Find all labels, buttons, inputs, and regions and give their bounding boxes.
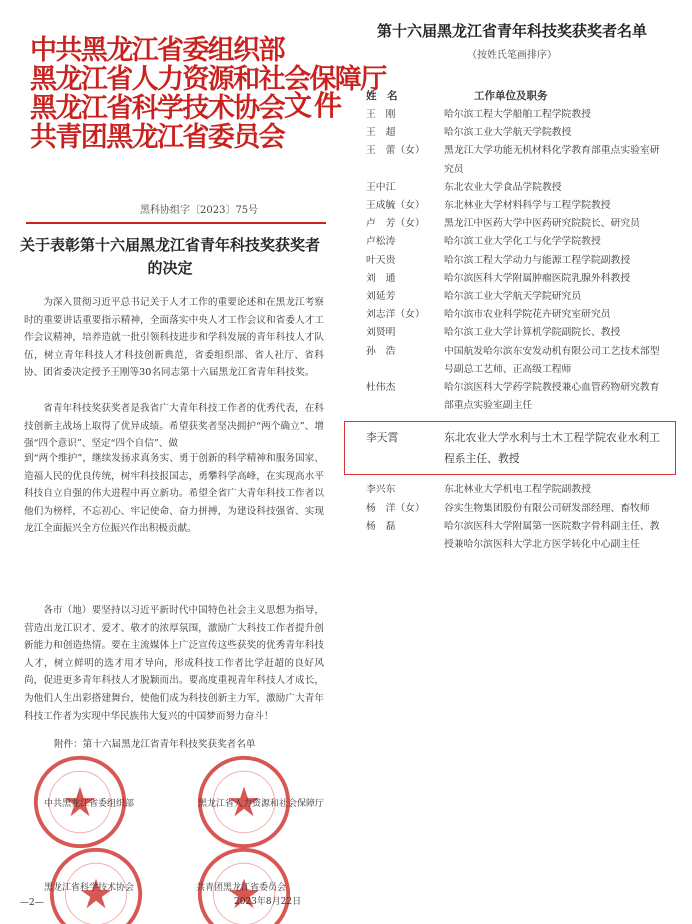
signature-org-3: 黑龙江省科学技术协会 bbox=[44, 883, 135, 893]
table-row bbox=[352, 343, 672, 379]
winner-list-page bbox=[352, 0, 672, 924]
winner-job: 哈尔滨工业大学航天学院教授 bbox=[444, 127, 572, 139]
winner-job: 哈尔滨工业大学计算机学院副院长、教授 bbox=[444, 327, 621, 339]
table-row bbox=[352, 500, 672, 518]
winner-name: 王 刚 bbox=[366, 109, 396, 120]
winner-job: 谷实生物集团股份有限公司研发部经理、畜牧师 bbox=[444, 502, 650, 514]
winner-job: 哈尔滨医科大学药学院教授兼心血管药物研究教育部重点实验室副主任 bbox=[444, 382, 660, 412]
attachment-line: 附件：第十六届黑龙江省青年科技奖获奖者名单 bbox=[54, 739, 256, 750]
winner-name: 刘志洋（女） bbox=[366, 309, 425, 321]
winner-job: 中国航发哈尔滨东安发动机有限公司工艺技术部型号副总工艺师、正高级工程师 bbox=[444, 345, 660, 375]
winner-job: 哈尔滨市农业科学院花卉研究室研究员 bbox=[444, 309, 611, 321]
table-row bbox=[352, 481, 672, 499]
table-row bbox=[352, 518, 672, 554]
table-row bbox=[352, 197, 672, 215]
column-header-name: 姓 名 bbox=[366, 90, 398, 102]
column-header-job: 工作单位及职务 bbox=[474, 90, 548, 102]
table-row bbox=[352, 106, 672, 124]
winner-job: 东北林业大学机电工程学院副教授 bbox=[444, 484, 591, 496]
issuer-org-4: 共青团黑龙江省委员会 bbox=[30, 122, 284, 153]
decision-title bbox=[20, 234, 320, 280]
list-subtitle: （按姓氏笔画排序） bbox=[467, 50, 557, 61]
highlighted-row bbox=[352, 427, 672, 469]
document-number: 黑科协组字〔2023〕75号 bbox=[140, 205, 259, 216]
winner-name: 王成毓（女） bbox=[366, 200, 425, 212]
signature-org-4: 共青团黑龙江省委员会 bbox=[196, 883, 287, 893]
table-row bbox=[352, 179, 672, 197]
table-row bbox=[352, 233, 672, 251]
winner-name: 杜伟杰 bbox=[366, 382, 396, 394]
winner-job: 哈尔滨医科大学附属第一医院数字骨科副主任、教授兼哈尔滨医科大学北方医学转化中心副主任 bbox=[444, 520, 660, 551]
issuer-org-2: 黑龙江省人力资源和社会保障厅 bbox=[30, 64, 386, 95]
table-row bbox=[352, 288, 672, 306]
winner-job: 哈尔滨工业大学化工与化学学院教授 bbox=[444, 236, 601, 248]
winner-job: 黑龙江中医药大学中医药研究院院长、研究员 bbox=[444, 218, 640, 230]
winner-name: 杨 磊 bbox=[366, 520, 396, 532]
table-row bbox=[352, 142, 672, 178]
winner-job: 黑龙江大学功能无机材料化学教育部重点实验室研究员 bbox=[444, 145, 660, 175]
signature-org-1: 中共黑龙江省委组织部 bbox=[44, 799, 135, 809]
table-row bbox=[352, 306, 672, 324]
winner-job: 东北林业大学材料科学与工程学院教授 bbox=[444, 200, 611, 212]
list-title: 第十六届黑龙江省青年科技奖获奖者名单 bbox=[376, 22, 647, 40]
winner-name: 王中江 bbox=[366, 181, 396, 193]
winner-job: 哈尔滨工程大学船舶工程学院教授 bbox=[444, 109, 591, 120]
winner-job: 哈尔滨工程大学动力与能源工程学院副教授 bbox=[444, 254, 631, 266]
body-paragraph-1: 为深入贯彻习近平总书记关于人才工作的重要论述和在黑龙江考察时的重要讲话重要指示精神，全面落实中央人才工作会议和省委人才工作会议精神，培养造就一批引领科技进步和学科发展的青年科技人才队伍，树立青年科技人才科技创新典范，省委组织部、省人社厅、省科协、团省委决定授予王刚等30名同志第十六届黑龙江省青年科技奖。 bbox=[24, 297, 324, 379]
issue-date: 2023年8月22日 bbox=[234, 897, 302, 907]
winner-name: 叶天贵 bbox=[366, 254, 396, 266]
winner-name: 王 蕾（女） bbox=[366, 145, 425, 157]
table-row bbox=[352, 252, 672, 270]
body-paragraph-2: 省青年科技奖获奖者是我省广大青年科技工作者的优秀代表，在科技创新主战场上取得了优异成绩。希望获奖者坚决拥护“两个确立”、增强“四个意识”、坚定“四个自信”、做 bbox=[24, 403, 324, 450]
winner-name: 卢松涛 bbox=[366, 236, 396, 248]
highlight-box bbox=[344, 421, 676, 475]
table-row bbox=[352, 379, 672, 415]
page-number: —2— bbox=[20, 898, 44, 908]
winner-name: 刘延芳 bbox=[366, 291, 396, 303]
body-paragraph-3: 各市（地）要坚持以习近平新时代中国特色社会主义思想为指导，营造出龙江识才、爱才、敬才的浓厚氛围，激励广大科技工作者提升创新能力和创造热情。要在主流媒体上广泛宣传这些获奖的优秀青年科技人才，树立鲜明的选才用才导向，形成科技工作者比学赶超的良好风尚，促进更多青年科技人才脱颖而出。要高度重视青年科技人才成长，为他们人生出彩搭建舞台，使他们成为科技创新主力军，激励广大青年科技工作者为实现中华民族伟大复兴的中国梦而努力奋斗！ bbox=[24, 605, 324, 722]
table-row bbox=[352, 270, 672, 288]
red-divider bbox=[26, 222, 326, 224]
decision-title-line-1: 关于表彰第十六届黑龙江省青年科技奖获奖者 bbox=[20, 236, 321, 254]
file-word: 文件 bbox=[284, 89, 345, 122]
winner-job: 东北农业大学食品学院教授 bbox=[444, 181, 562, 193]
winner-name: 杨 洋（女） bbox=[366, 502, 425, 514]
winner-name: 孙 浩 bbox=[366, 345, 396, 357]
winner-name: 李兴东 bbox=[366, 484, 396, 496]
winner-name: 李天霄 bbox=[366, 431, 399, 445]
decision-title-line-2: 的决定 bbox=[147, 259, 193, 277]
winner-job: 东北农业大学水利与土木工程学院农业水利工程系主任、教授 bbox=[444, 431, 660, 466]
winner-name: 卢 芳（女） bbox=[366, 218, 425, 230]
winner-job: 哈尔滨医科大学附属肿瘤医院乳腺外科教授 bbox=[444, 272, 631, 284]
table-row bbox=[352, 124, 672, 142]
winner-name: 王 超 bbox=[366, 127, 396, 139]
body-paragraph-2-continued: 到“两个维护”，继续发扬求真务实、勇于创新的科学精神和服务国家、造福人民的优良传统，树牢科技报国志，勇攀科学高峰，在实现高水平科技自立自强的伟大进程中再立新功。希望全省广大青年科技工作者以他们为榜样，不忘初心、牢记使命、奋力拼搏，为建设科技强省、实现龙江全面振兴全方位振兴作出积极贡献。 bbox=[24, 453, 324, 535]
table-row bbox=[352, 324, 672, 342]
winner-job: 哈尔滨工业大学航天学院研究员 bbox=[444, 291, 582, 303]
signature-org-2: 黑龙江省人力资源和社会保障厅 bbox=[198, 799, 325, 809]
issuer-org-1: 中共黑龙江省委组织部 bbox=[30, 35, 284, 66]
winner-table bbox=[352, 106, 672, 554]
table-row bbox=[352, 215, 672, 233]
issuer-org-3: 黑龙江省科学技术协会 bbox=[30, 93, 284, 124]
winner-name: 刘 通 bbox=[366, 272, 396, 284]
winner-name: 刘贤明 bbox=[366, 327, 396, 339]
